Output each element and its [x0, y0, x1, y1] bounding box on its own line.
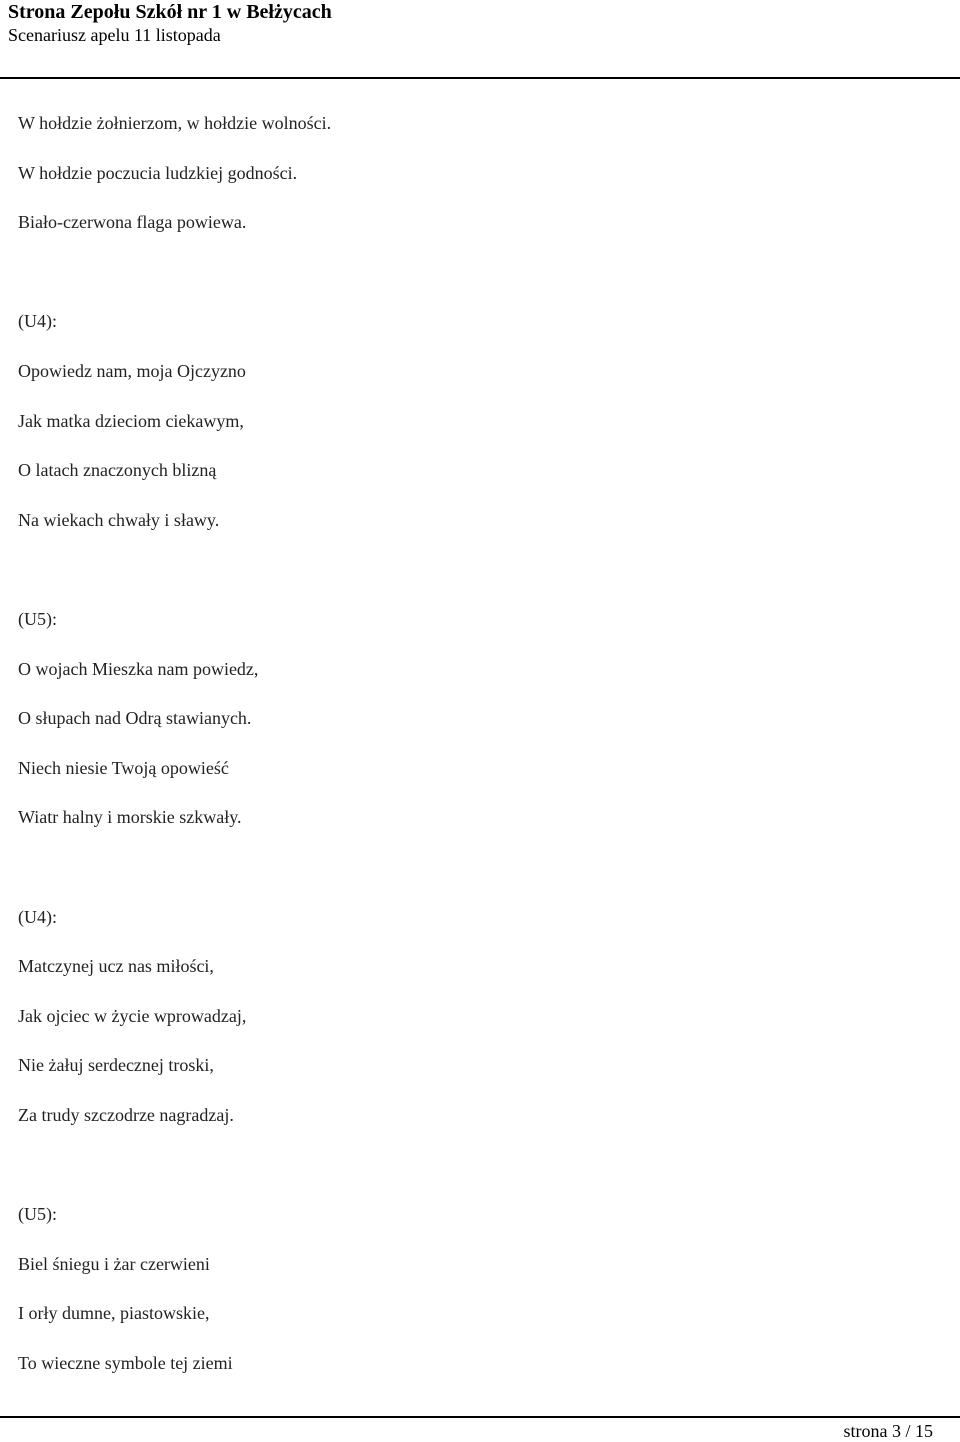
text-line: Na wiekach chwały i sławy. — [18, 509, 220, 530]
text-line: Nie żałuj serdecznej troski, — [18, 1055, 214, 1076]
text-line: O latach znaczonych blizną — [18, 460, 217, 481]
blank-line — [18, 557, 938, 607]
footer-divider — [0, 1416, 960, 1418]
blank-line — [18, 260, 938, 310]
text-line: O wojach Mieszka nam powiedz, — [18, 658, 259, 679]
text-line: W hołdzie poczucia ludzkiej godności. — [18, 162, 298, 183]
text-line: I orły dumne, piastowskie, — [18, 1303, 210, 1324]
text-line: O słupach nad Odrą stawianych. — [18, 708, 252, 729]
text-line: Jak ojciec w życie wprowadzaj, — [18, 1005, 247, 1026]
document-body — [18, 111, 938, 1400]
header-divider — [0, 77, 960, 79]
text-line: Matczynej ucz nas miłości, — [18, 956, 214, 977]
text-line: W hołdzie żołnierzom, w hołdzie wolności. — [18, 113, 332, 133]
blank-line — [18, 1152, 938, 1202]
text-line: Biel śniegu i żar czerwieni — [18, 1253, 210, 1274]
speaker-label: (U4): — [18, 906, 57, 927]
text-line: Jak matka dzieciom ciekawym, — [18, 410, 244, 431]
text-line: Za trudy szczodrze nagradzaj. — [18, 1104, 234, 1125]
text-line: To wieczne symbole tej ziemi — [18, 1352, 233, 1373]
speaker-label: (U5): — [18, 608, 57, 629]
text-line: Opowiedz nam, moja Ojczyzno — [18, 360, 246, 381]
site-title: Strona Zepołu Szkół nr 1 w Bełżycach — [8, 1, 332, 23]
document-subtitle: Scenariusz apelu 11 listopada — [8, 25, 221, 45]
speaker-label: (U4): — [18, 311, 57, 332]
text-line: Biało-czerwona flaga powiewa. — [18, 212, 247, 233]
text-line: Niech niesie Twoją opowieść — [18, 757, 229, 778]
text-line: Wiatr halny i morskie szkwały. — [18, 807, 242, 828]
page-number: strona 3 / 15 — [843, 1421, 933, 1441]
speaker-label: (U5): — [18, 1204, 57, 1225]
blank-line — [18, 855, 938, 905]
